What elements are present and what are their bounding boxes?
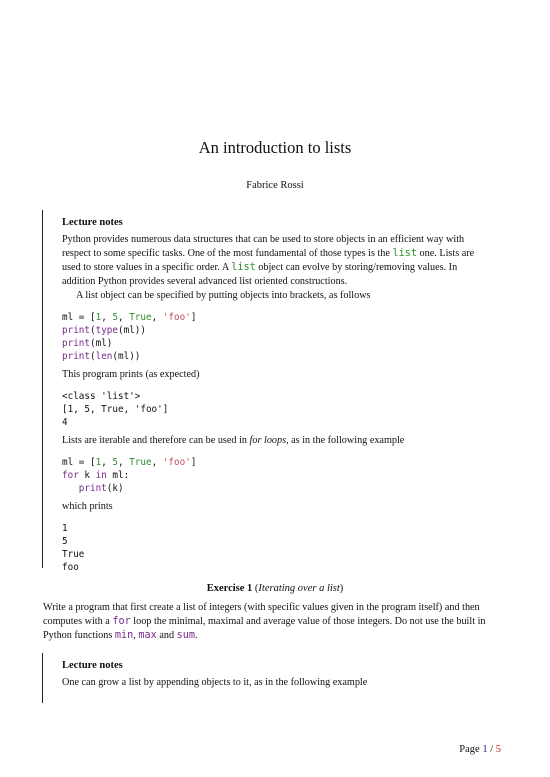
inline-code-min: min [114,630,134,641]
code-token: , [101,457,113,468]
code-keyword: print [62,325,90,336]
code-boolean: True [129,457,152,468]
code-token: ( [90,325,96,336]
output-line: foo [62,562,79,573]
code-token: , [151,312,163,323]
code-indent [62,483,79,494]
code-keyword: in [95,470,107,481]
code-token: (ml)) [112,351,141,362]
code-boolean: True [129,312,152,323]
text-fragment: , [133,630,139,641]
exercise-text [43,601,503,643]
notes-paragraph-4 [62,434,491,448]
text-fragment: ) [339,583,344,594]
document-author: Fabrice Rossi [246,180,304,191]
code-number: 5 [112,312,119,323]
text-fragment: one. Lists are used to store values in a specific order. A [62,248,475,273]
text-fragment: Write a program that first create a list of integers (with specific values given in the program itself) and then computes with a [43,602,480,627]
inline-code-list-2: list [231,262,256,273]
code-token: ml: [106,470,130,481]
inline-code-max: max [138,630,157,641]
code-token: ( [90,351,96,362]
code-keyword: print [62,351,90,362]
code-string: 'foo' [162,457,191,468]
code-token: (ml) [90,338,113,349]
text-fragment: and [156,630,177,641]
code-keyword: print [62,338,90,349]
code-block-1 [62,311,491,363]
output-line: True [62,549,85,560]
output-line: 1 [62,523,68,534]
notes-paragraph-5: which prints [62,501,113,512]
output-line: 4 [62,417,68,428]
output-block-2 [62,522,491,574]
text-fragment: Python provides numerous data structures that can be used to store objects in an efficient way with respect to some specific tasks. One of the most fundamental of those types is the [62,234,465,259]
code-keyword: type [95,325,118,336]
lecture-notes-heading: Lecture notes [62,217,123,228]
page-total-link[interactable]: 5 [495,744,501,755]
code-number: 1 [95,457,102,468]
code-token: (k) [106,483,124,494]
lecture-notes-heading: Lecture notes [62,660,123,671]
inline-code-for: for [112,616,131,627]
notes-paragraph-2: A list object can be specified by putting objects into brackets, as follows [76,290,371,301]
code-number: 1 [95,312,102,323]
lecture-notes-block-1 [42,210,491,573]
code-token: , [118,457,130,468]
code-token: , [118,312,130,323]
code-number: 5 [112,457,119,468]
notes-paragraph-1 [62,233,491,289]
code-token: ] [190,457,197,468]
notes-paragraph-3: This program prints (as expected) [62,369,200,380]
inline-code-list: list [392,248,417,259]
code-keyword: len [95,351,113,362]
text-fragment: Lists are iterable and therefore can be used in [62,435,250,446]
page-number [459,744,501,755]
notes-paragraph: One can grow a list by appending objects to it, as in the following example [62,677,368,688]
code-token: ml = [ [62,457,96,468]
code-token: ml = [ [62,312,96,323]
output-line: [1, 5, True, 'foo'] [62,404,169,415]
exercise-subtitle: Iterating over a list [258,583,340,594]
code-token: , [101,312,113,323]
emphasis-for-loops: for loops [249,435,287,446]
code-token: (ml)) [118,325,146,336]
code-token: , [151,457,163,468]
text-fragment: object can evolve by storing/removing values. In addition Python provides several advanced list oriented constructions. [62,262,458,287]
text-fragment: loop the minimal, maximal and average value of those integers. Do not use the built in Python functions [43,616,486,641]
page-separator: / [487,744,496,755]
code-keyword: for [62,470,79,481]
document-title: An introduction to lists [198,138,352,157]
code-block-2 [62,456,491,495]
text-fragment: ( [252,583,259,594]
inline-code-sum: sum [176,630,196,641]
page-current-link[interactable]: 1 [482,744,488,755]
code-token: ] [190,312,197,323]
text-fragment: . [195,630,198,641]
exercise-label: Exercise 1 [206,583,253,594]
code-token: k [78,470,96,481]
code-keyword: print [78,483,107,494]
code-string: 'foo' [162,312,191,323]
exercise-heading [0,583,550,594]
page-prefix: Page [459,744,483,755]
lecture-notes-block-2 [42,653,491,703]
text-fragment: , as in the following example [286,435,405,446]
output-block-1 [62,390,491,429]
output-line: 5 [62,536,68,547]
output-line: <class 'list'> [62,391,141,402]
